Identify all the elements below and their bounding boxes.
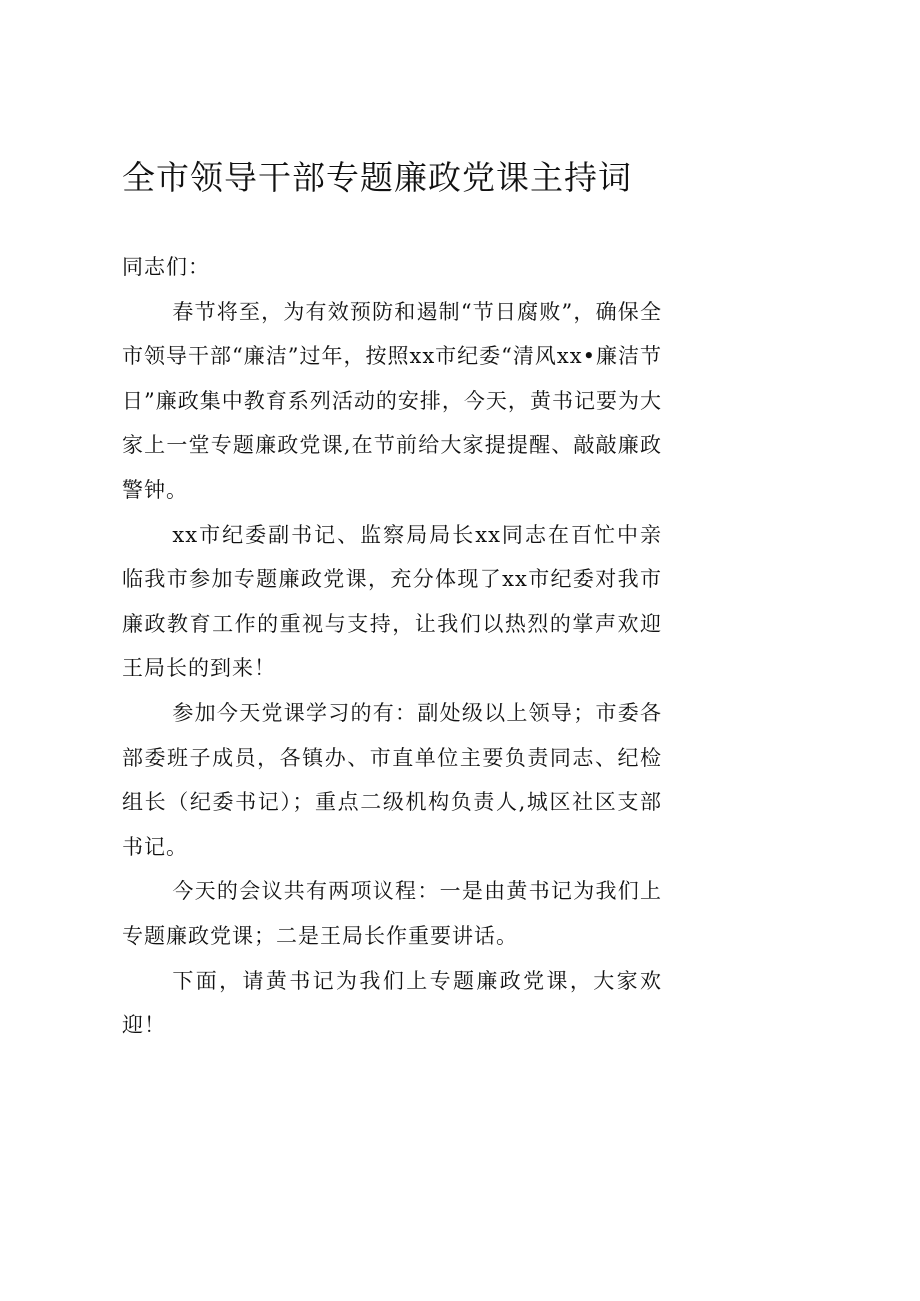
document-title: 全市领导干部专题廉政党课主持词 bbox=[122, 158, 632, 197]
paragraph-welcome-guest: xx市纪委副书记、监察局局长xx同志在百忙中亲临我市参加专题廉政党课，充分体现了xx市纪委对我市廉政教育工作的重视与支持，让我们以热烈的掌声欢迎王局长的到来！ bbox=[122, 522, 662, 681]
document-body bbox=[122, 245, 662, 1048]
paragraph-agenda: 今天的会议共有两项议程：一是由黄书记为我们上专题廉政党课；二是王局长作重要讲话。 bbox=[122, 879, 662, 948]
paragraph-closing: 下面，请黄书记为我们上专题廉政党课，大家欢迎！ bbox=[122, 968, 662, 1038]
salutation: 同志们： bbox=[122, 255, 210, 279]
paragraph-opening: 春节将至，为有效预防和遏制“节日腐败”，确保全市领导干部“廉洁”过年，按照xx市纪委“清风xx•廉洁节日”廉政集中教育系列活动的安排，今天，黄书记要为大家上一堂专题廉政党课,在节前给大家提提醒、敲敲廉政警钟。 bbox=[122, 299, 662, 502]
paragraph-attendees: 参加今天党课学习的有：副处级以上领导；市委各部委班子成员，各镇办、市直单位主要负责同志、纪检组长（纪委书记）；重点二级机构负责人,城区社区支部书记。 bbox=[122, 700, 662, 859]
